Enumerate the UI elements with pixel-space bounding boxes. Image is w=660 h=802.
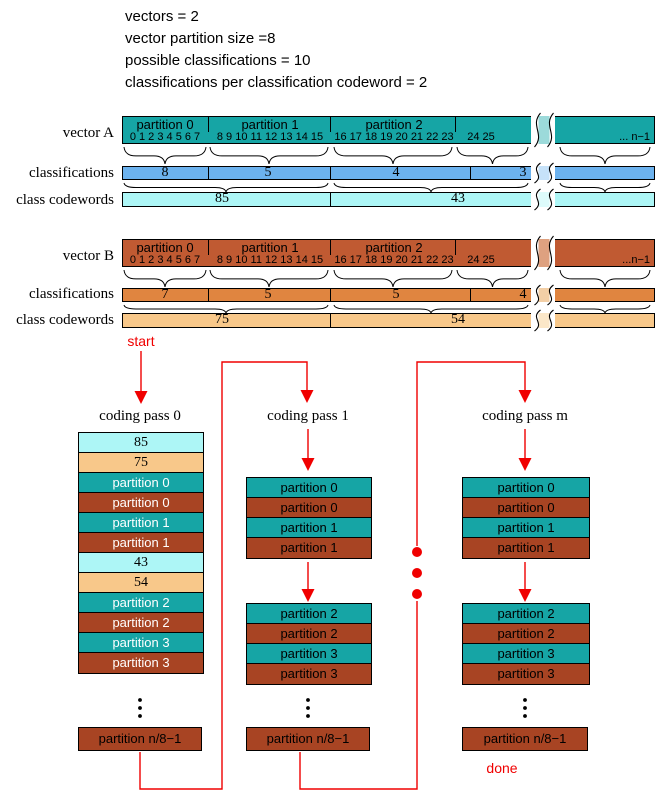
coding-pass-0-stack	[78, 432, 204, 674]
coding-pass-1-group-b-row: partition 2	[247, 624, 371, 644]
brace	[334, 270, 452, 287]
more-passes-dot-icon	[412, 589, 422, 599]
done-label: done	[486, 760, 518, 776]
coding-pass-0-stack-row: partition 1	[79, 513, 203, 533]
vector-b-bar-indices: 16 17 18 19 20 21 22 23	[334, 254, 454, 266]
coding-pass-0-stack-row: partition 3	[79, 653, 203, 673]
brace	[560, 147, 650, 164]
vector-b-bar-divider	[455, 240, 456, 255]
brace	[560, 183, 650, 192]
brace	[334, 305, 528, 313]
coding-pass-0-stack-row: partition 1	[79, 533, 203, 553]
vector-a-bar-partition-label: partition 1	[241, 117, 299, 132]
coding-pass-1-group-a-row: partition 0	[247, 478, 371, 498]
label-vector-b: vector B	[62, 248, 114, 264]
brace	[124, 270, 206, 287]
more-passes-dot-icon	[412, 568, 422, 578]
coding-pass-m-group-a-row: partition 0	[463, 478, 589, 498]
brace	[210, 270, 328, 287]
classifications-b-bar-divider	[330, 288, 331, 302]
coding-pass-m-group-a-row: partition 1	[463, 518, 589, 538]
label-vector-a: vector A	[62, 125, 114, 141]
classifications-a-bar-value: 5	[264, 164, 272, 180]
coding-pass-1-tail-box: partition n/8−1	[246, 727, 370, 751]
class-codewords-b-bar-divider	[330, 313, 331, 328]
vector-b-bar-tail: ...n−1	[622, 254, 650, 266]
ellipsis-dot-icon	[523, 706, 527, 710]
classifications-b-bar-divider	[208, 288, 209, 302]
coding-pass-0-stack-row: 54	[79, 573, 203, 593]
coding-pass-0-stack-row: 85	[79, 433, 203, 453]
coding-pass-m-group-b-row: partition 3	[463, 664, 589, 684]
ellipsis-dot-icon	[306, 714, 310, 718]
classifications-b-bar-value: 5	[392, 286, 400, 302]
label-classifications-a: classifications	[29, 165, 114, 181]
brace	[334, 147, 452, 164]
label-class-codewords-b: class codewords	[16, 312, 114, 328]
vector-b-bar-partition-label: partition 0	[136, 240, 194, 255]
vector-a-bar-indices: 8 9 10 11 12 13 14 15	[216, 131, 324, 143]
flow-arrowhead-icon	[301, 390, 314, 403]
coding-pass-0-stack-row: partition 2	[79, 593, 203, 613]
vector-b-bar-divider	[208, 240, 209, 255]
coding-pass-0-title: coding pass 0	[99, 408, 181, 424]
coding-pass-m-tail-box: partition n/8−1	[462, 727, 588, 751]
info-line-codeword: classifications per classification codeword = 2	[125, 74, 428, 91]
info-line-partition-size: vector partition size =8	[125, 30, 276, 47]
ellipsis-dot-icon	[523, 698, 527, 702]
coding-pass-0-stack-row: partition 3	[79, 633, 203, 653]
class-codewords-a-bar	[122, 192, 655, 207]
flow-arrowhead-icon	[519, 390, 532, 403]
coding-pass-0-stack-row: partition 0	[79, 473, 203, 493]
coding-pass-1-group-b-row: partition 2	[247, 604, 371, 624]
brace	[457, 270, 528, 287]
classifications-a-bar-divider	[330, 166, 331, 180]
vector-b-bar-partition-label: partition 1	[241, 240, 299, 255]
coding-pass-0-stack-row: partition 0	[79, 493, 203, 513]
coding-pass-m-group-b-row: partition 3	[463, 644, 589, 664]
coding-pass-1-title: coding pass 1	[267, 408, 349, 424]
label-class-codewords-a: class codewords	[16, 192, 114, 208]
classifications-b-bar-value: 5	[264, 286, 272, 302]
coding-pass-1-group-a-row: partition 0	[247, 498, 371, 518]
more-passes-dot-icon	[412, 547, 422, 557]
coding-pass-0-stack-row: partition 2	[79, 613, 203, 633]
class-codewords-b-bar-value: 54	[451, 312, 465, 327]
start-label: start	[127, 333, 155, 349]
vector-a-bar-indices: 24 25	[467, 131, 495, 143]
ellipsis-dot-icon	[138, 714, 142, 718]
coding-pass-1-group-b-row: partition 3	[247, 644, 371, 664]
coding-pass-m-title: coding pass m	[482, 408, 568, 424]
ellipsis-dot-icon	[138, 698, 142, 702]
coding-pass-m-group-a	[462, 477, 590, 559]
coding-pass-1-group-b	[246, 603, 372, 685]
classifications-a-bar-value: 8	[161, 164, 169, 180]
coding-pass-1-group-a-row: partition 1	[247, 518, 371, 538]
classifications-a-bar-divider	[208, 166, 209, 180]
vector-a-bar-partition-label: partition 0	[136, 117, 194, 132]
vector-a-bar-divider	[208, 117, 209, 132]
brace	[560, 305, 650, 313]
class-codewords-a-bar-divider	[330, 192, 331, 207]
brace	[334, 183, 528, 192]
vector-b-bar-indices: 8 9 10 11 12 13 14 15	[216, 254, 324, 266]
coding-pass-1-group-a-row: partition 1	[247, 538, 371, 558]
classifications-a-bar-divider	[470, 166, 471, 180]
info-line-vectors: vectors = 2	[125, 8, 199, 25]
vector-a-bar-tail: ... n−1	[619, 131, 650, 143]
flow-arrowhead-icon	[519, 458, 532, 471]
brace	[210, 147, 328, 164]
class-codewords-b-bar	[122, 313, 655, 328]
brace	[560, 270, 650, 287]
coding-pass-m-group-b-row: partition 2	[463, 624, 589, 644]
coding-pass-0-stack-row: 43	[79, 553, 203, 573]
coding-pass-m-group-b-row: partition 2	[463, 604, 589, 624]
brace	[124, 147, 206, 164]
vector-a-bar-indices: 16 17 18 19 20 21 22 23	[334, 131, 454, 143]
coding-pass-0-tail-box: partition n/8−1	[78, 727, 202, 751]
coding-pass-1-group-b-row: partition 3	[247, 664, 371, 684]
brace	[457, 147, 528, 164]
flow-arrowhead-icon	[302, 458, 315, 471]
class-codewords-a-bar-value: 43	[451, 191, 465, 206]
vector-a-bar-divider	[455, 117, 456, 132]
classifications-b-bar	[122, 288, 655, 302]
vector-a-bar-partition-label: partition 2	[365, 117, 423, 132]
vector-b-bar-divider	[330, 240, 331, 255]
flow-arrowhead-icon	[135, 391, 148, 404]
vector-b-bar-indices: 24 25	[467, 254, 495, 266]
vector-b-bar-partition-label: partition 2	[365, 240, 423, 255]
class-codewords-b-bar-value: 75	[215, 312, 229, 327]
class-codewords-a-bar-value: 85	[215, 191, 229, 206]
coding-pass-m-group-a-row: partition 1	[463, 538, 589, 558]
flow-arrowhead-icon	[519, 589, 532, 602]
ellipsis-dot-icon	[138, 706, 142, 710]
coding-pass-m-group-b	[462, 603, 590, 685]
classifications-b-bar-value: 4	[519, 286, 527, 302]
vector-a-bar-divider	[330, 117, 331, 132]
vector-b-bar-indices: 0 1 2 3 4 5 6 7	[129, 254, 201, 266]
coding-pass-1-group-a	[246, 477, 372, 559]
ellipsis-dot-icon	[306, 698, 310, 702]
classifications-b-bar-value: 7	[161, 286, 169, 302]
classifications-b-bar-divider	[470, 288, 471, 302]
classifications-a-bar-value: 4	[392, 164, 400, 180]
coding-pass-0-stack-row: 75	[79, 453, 203, 473]
ellipsis-dot-icon	[306, 706, 310, 710]
classifications-a-bar-value: 3	[519, 164, 527, 180]
coding-pass-m-group-a-row: partition 0	[463, 498, 589, 518]
label-classifications-b: classifications	[29, 286, 114, 302]
flow-arrowhead-icon	[302, 589, 315, 602]
vector-a-bar-indices: 0 1 2 3 4 5 6 7	[129, 131, 201, 143]
ellipsis-dot-icon	[523, 714, 527, 718]
info-line-classifications: possible classifications = 10	[125, 52, 311, 69]
classifications-a-bar	[122, 166, 655, 180]
